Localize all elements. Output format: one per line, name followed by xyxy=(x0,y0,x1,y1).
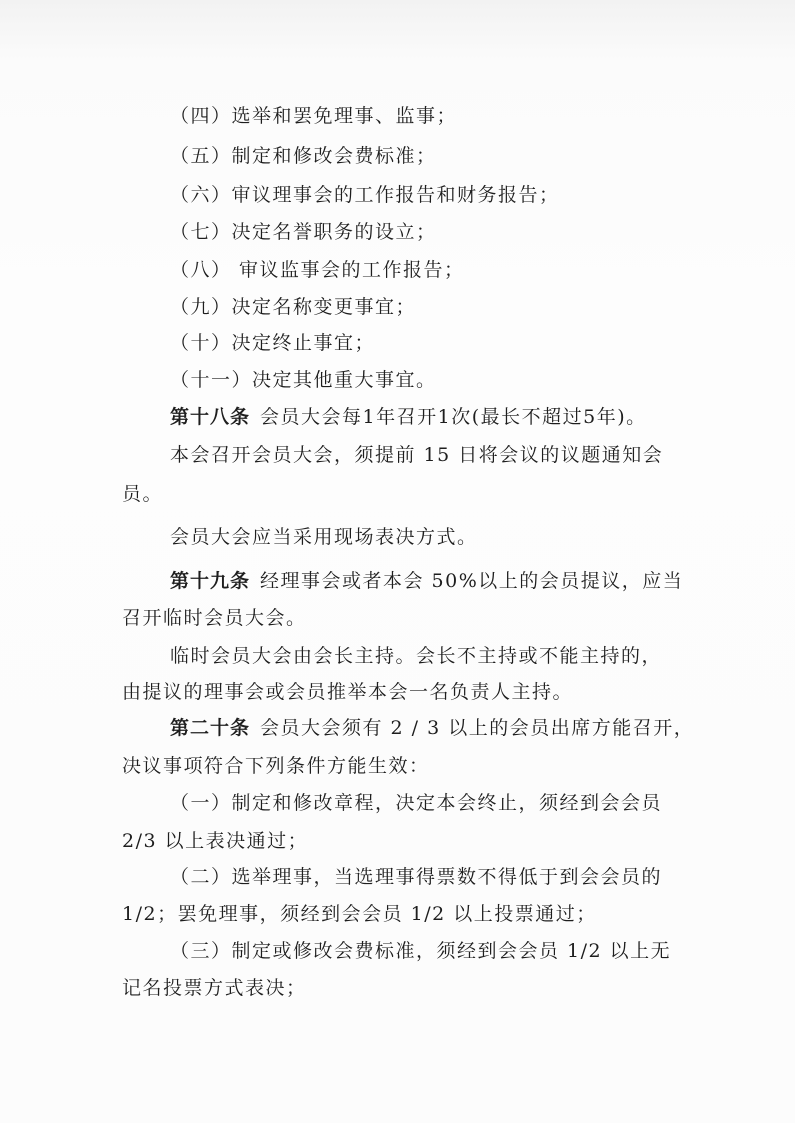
paragraph-line: 会员大会应当采用现场表决方式。 xyxy=(170,526,478,548)
clause-4: （四）选举和罢免理事、监事； xyxy=(170,105,458,127)
paragraph-line: 记名投票方式表决； xyxy=(122,977,307,999)
clause-5: （五）制定和修改会费标准； xyxy=(170,145,437,167)
article-19-title: 第十九条 xyxy=(170,570,251,592)
paragraph-line: 2/3 以上表决通过； xyxy=(122,830,309,852)
paragraph-line: 员。 xyxy=(122,483,164,505)
paragraph-line: （二）选举理事，当选理事得票数不得低于到会会员的 xyxy=(170,866,663,888)
clause-7: （七）决定名誉职务的设立； xyxy=(170,221,437,243)
article-20-title: 第二十条 xyxy=(170,717,251,739)
paragraph-line: （三）制定或修改会费标准，须经到会会员 1/2 以上无 xyxy=(170,940,672,962)
clause-9: （九）决定名称变更事宜； xyxy=(170,296,417,318)
paragraph-line: 由提议的理事会或会员推举本会一名负责人主持。 xyxy=(122,681,574,703)
article-19-text: 经理事会或者本会 50%以上的会员提议，应当 xyxy=(260,570,684,592)
clause-10: （十）决定终止事宜； xyxy=(170,332,376,354)
clause-8: （八） 审议监事会的工作报告； xyxy=(170,259,465,281)
paragraph-line: 1/2；罢免理事，须经到会会员 1/2 以上投票通过； xyxy=(122,903,597,925)
article-20 xyxy=(0,715,795,741)
article-20-text: 会员大会须有 2 / 3 以上的会员出席方能召开， xyxy=(260,717,695,739)
article-18 xyxy=(0,404,795,430)
clause-11: （十一）决定其他重大事宜。 xyxy=(170,369,437,391)
paragraph-line: （一）制定和修改章程，决定本会终止，须经到会会员 xyxy=(170,792,663,814)
paragraph-line: 决议事项符合下列条件方能生效： xyxy=(122,755,430,777)
article-19 xyxy=(0,568,795,594)
clause-6: （六）审议理事会的工作报告和财务报告； xyxy=(170,184,560,206)
article-18-title: 第十八条 xyxy=(170,406,251,428)
paragraph-line: 本会召开会员大会，须提前 15 日将会议的议题通知会 xyxy=(170,444,664,466)
paragraph-line: 召开临时会员大会。 xyxy=(122,607,307,629)
paragraph-line: 临时会员大会由会长主持。会长不主持或不能主持的， xyxy=(170,645,663,667)
article-18-text: 会员大会每1年召开1次(最长不超过5年)。 xyxy=(260,406,647,428)
